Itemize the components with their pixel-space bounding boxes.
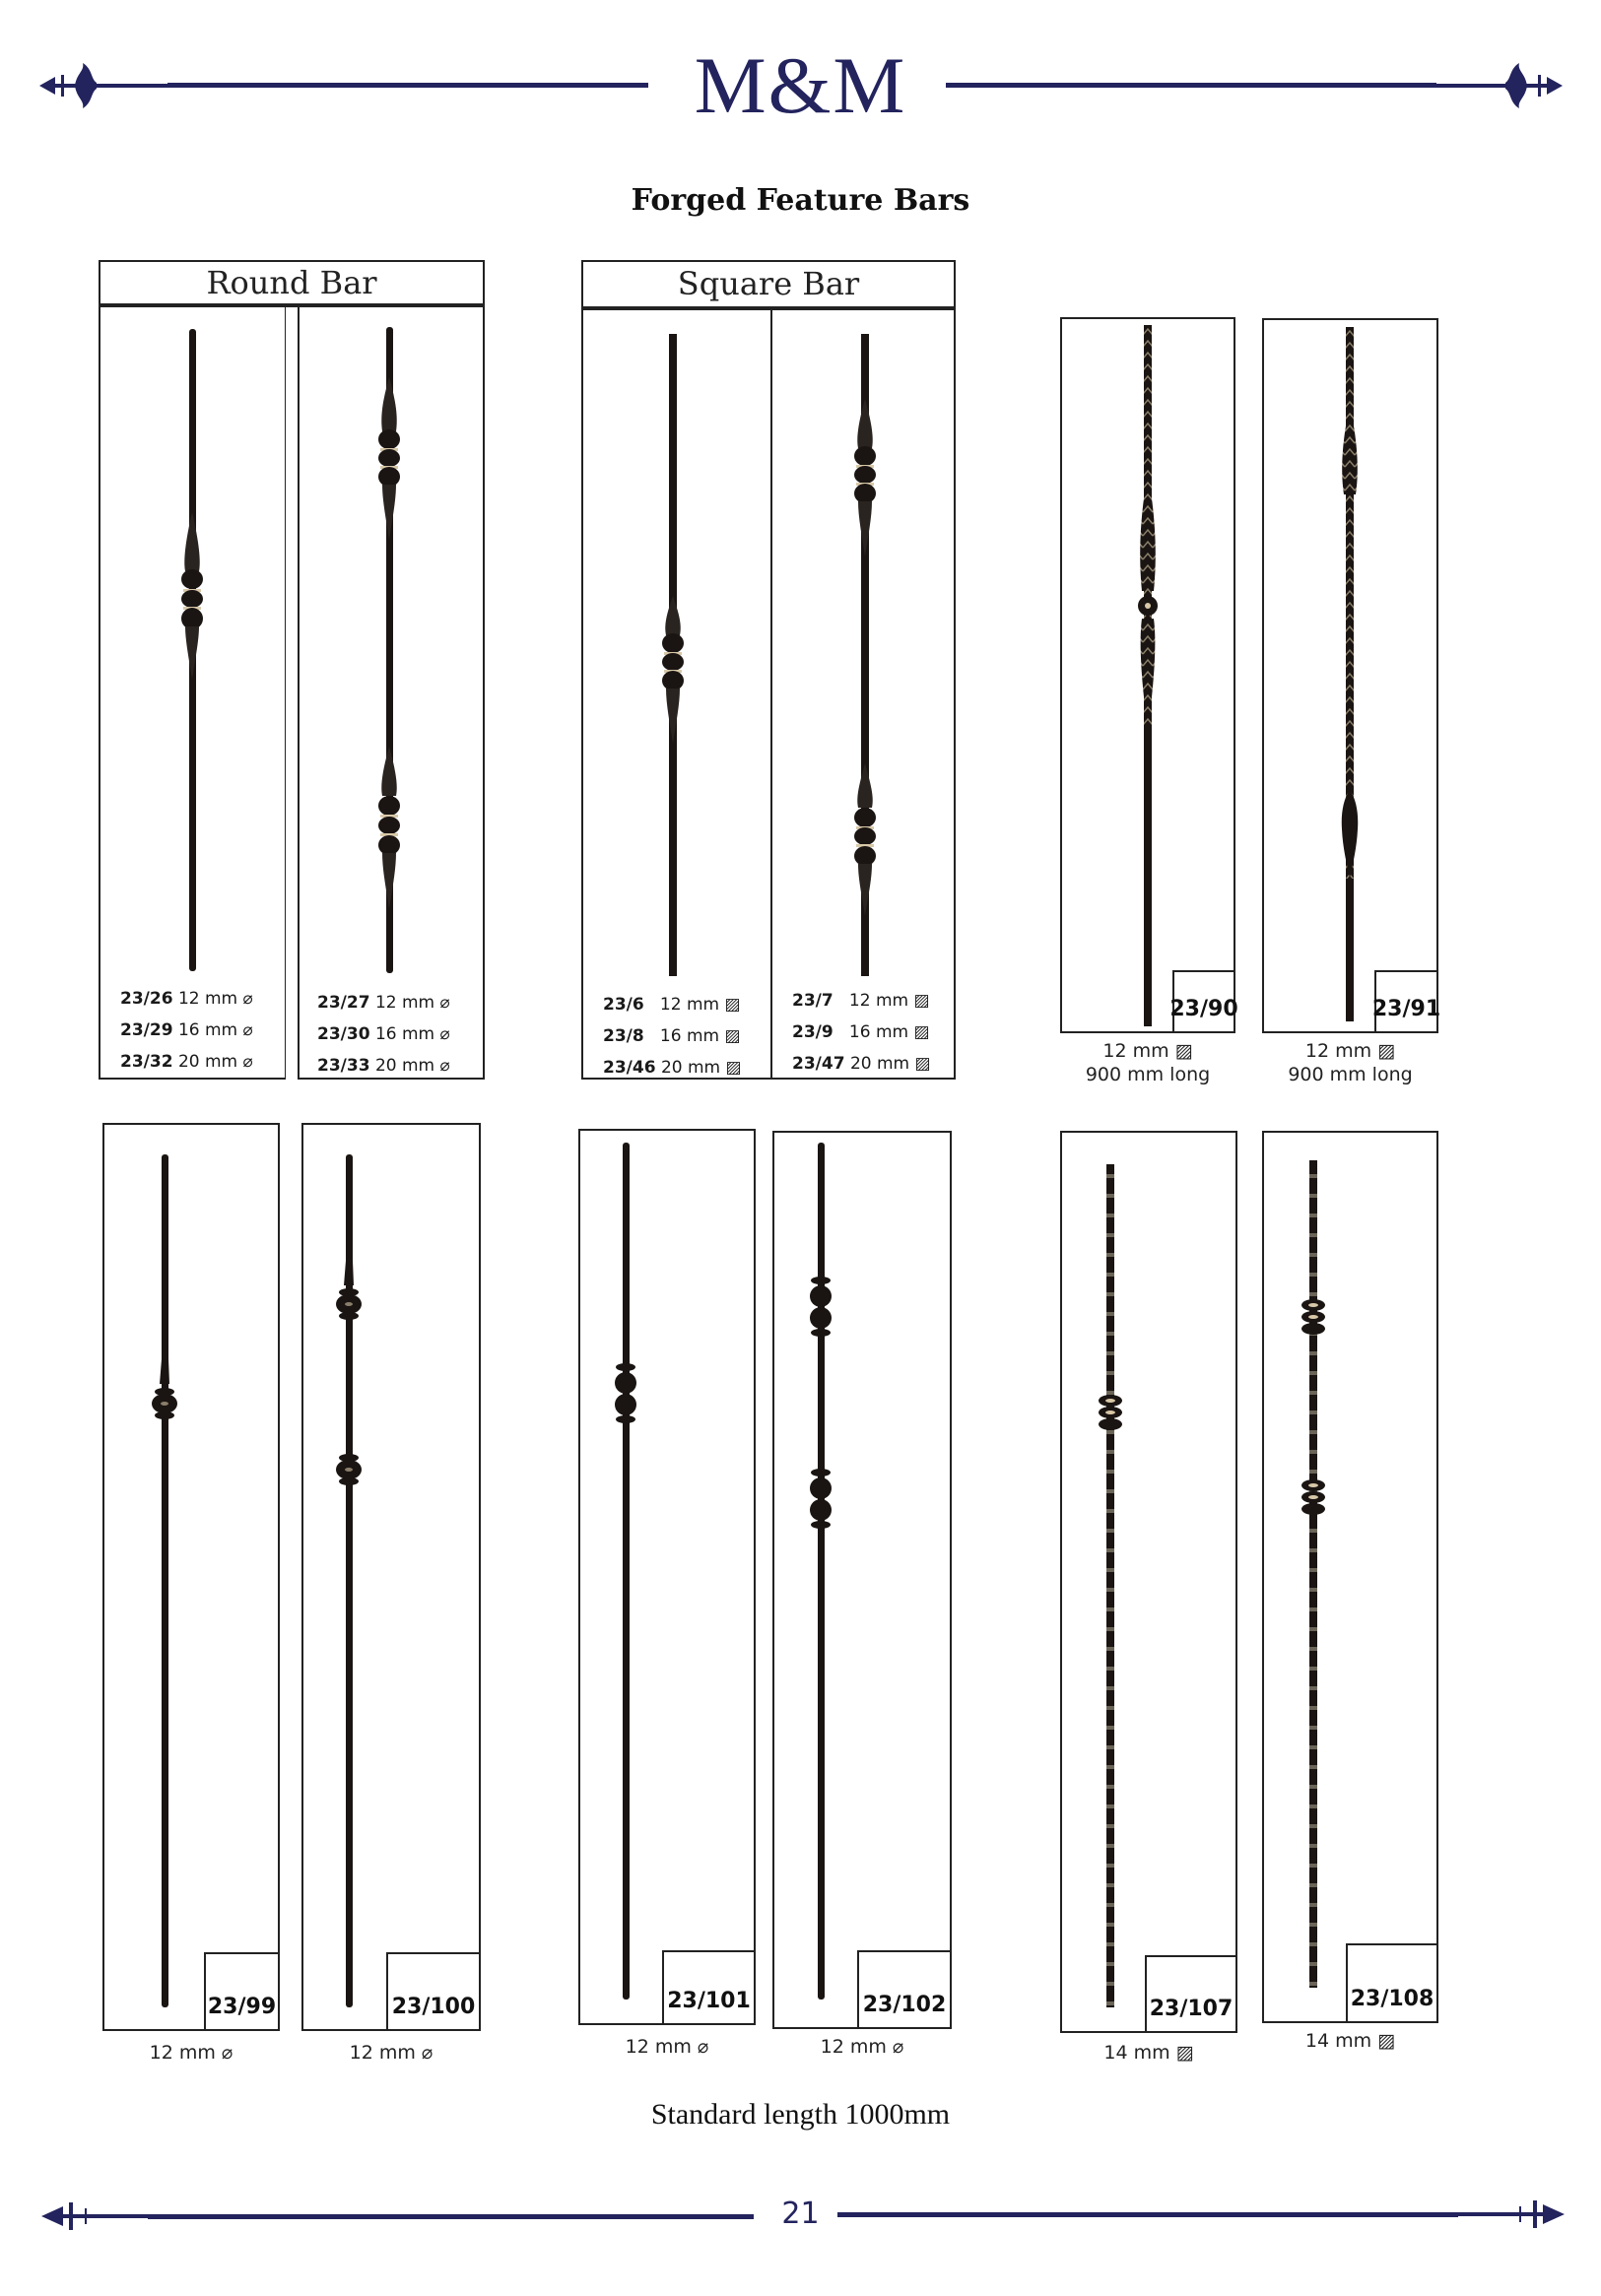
- product-code-tag: 23/90: [1172, 970, 1235, 1033]
- product-caption: 12 mm ⌀: [625, 2036, 709, 2058]
- code-row: 23/26 12 mm ⌀: [120, 989, 253, 1009]
- product-card-23-108: [1262, 1131, 1438, 2023]
- product-card-23-100: [301, 1123, 481, 2031]
- round-bar-header: Round Bar: [99, 260, 485, 307]
- code-row: 23/27 12 mm ⌀: [317, 993, 450, 1013]
- code-row: 23/30 16 mm ⌀: [317, 1024, 450, 1044]
- bar-image-twisted-double-rings: [1299, 1143, 1328, 2009]
- code-row: 23/33 20 mm ⌀: [317, 1056, 450, 1076]
- code-row: 23/47 20 mm ▨: [792, 1054, 931, 1074]
- code-row: 23/46 20 mm ▨: [603, 1058, 742, 1078]
- page-number: 21: [781, 2197, 820, 2231]
- product-caption-23-91: 12 mm ▨ 900 mm long: [1288, 1040, 1413, 1085]
- product-card-23-107: [1060, 1131, 1237, 2033]
- bar-image-twisted-spear: [1335, 327, 1365, 1021]
- square-bar-header: Square Bar: [581, 260, 956, 310]
- square-bar-code-list-2: [792, 985, 931, 1080]
- bar-image-double-baluster-collar: [806, 1143, 835, 2009]
- bar-image-square-single-collar: [658, 330, 688, 980]
- bar-image-single-knuckle: [150, 1143, 179, 2009]
- standard-length-note: Standard length 1000mm: [650, 2098, 951, 2131]
- code-row: 23/29 16 mm ⌀: [120, 1020, 253, 1040]
- product-code-tag: 23/102: [857, 1950, 952, 2029]
- product-code-tag: 23/100: [386, 1952, 481, 2031]
- fleur-arrow-right-icon: [1427, 61, 1565, 110]
- header-rule-right: [946, 83, 1436, 88]
- code-row: 23/7 12 mm ▨: [792, 991, 930, 1011]
- product-caption: 14 mm ▨: [1304, 2030, 1396, 2052]
- product-caption-23-90: 12 mm ▨ 900 mm long: [1085, 1040, 1211, 1085]
- product-caption: 14 mm ▨: [1103, 2042, 1194, 2064]
- bar-image-twisted-single-rings: [1096, 1143, 1125, 2009]
- code-row: 23/9 16 mm ▨: [792, 1022, 930, 1042]
- bar-image-round-single-collar: [177, 325, 207, 975]
- bar-image-single-baluster-collar: [611, 1143, 640, 2009]
- bar-image-twisted-leaf: [1133, 325, 1163, 1026]
- code-row: 23/32 20 mm ⌀: [120, 1052, 253, 1072]
- product-card-23-101: [578, 1129, 756, 2025]
- code-row: 23/8 16 mm ▨: [603, 1026, 741, 1046]
- product-card-23-99: [102, 1123, 280, 2031]
- product-code-tag: 23/91: [1374, 970, 1438, 1033]
- product-code-tag: 23/107: [1145, 1955, 1237, 2033]
- bar-image-square-double-collar: [850, 330, 880, 980]
- bar-image-double-knuckle: [334, 1143, 364, 2009]
- round-bar-code-list-2: [317, 987, 450, 1082]
- product-caption: 12 mm ⌀: [820, 2036, 904, 2058]
- product-code-tag: 23/101: [662, 1950, 756, 2025]
- product-caption: 12 mm ⌀: [349, 2042, 434, 2064]
- square-bar-code-list-1: [603, 989, 742, 1083]
- footer-rule-right: [837, 2212, 1458, 2217]
- brand-logo: M&M: [694, 40, 907, 130]
- bar-image-round-double-collar: [374, 323, 404, 978]
- arrow-right-icon: [1448, 2195, 1567, 2234]
- product-caption: 12 mm ⌀: [149, 2042, 233, 2064]
- page-title: Forged Feature Bars: [631, 183, 970, 218]
- product-code-tag: 23/99: [204, 1952, 280, 2031]
- round-bar-code-list-1: [120, 983, 253, 1078]
- product-code-tag: 23/108: [1346, 1943, 1438, 2023]
- product-card-23-102: [772, 1131, 952, 2029]
- code-row: 23/6 12 mm ▨: [603, 995, 741, 1015]
